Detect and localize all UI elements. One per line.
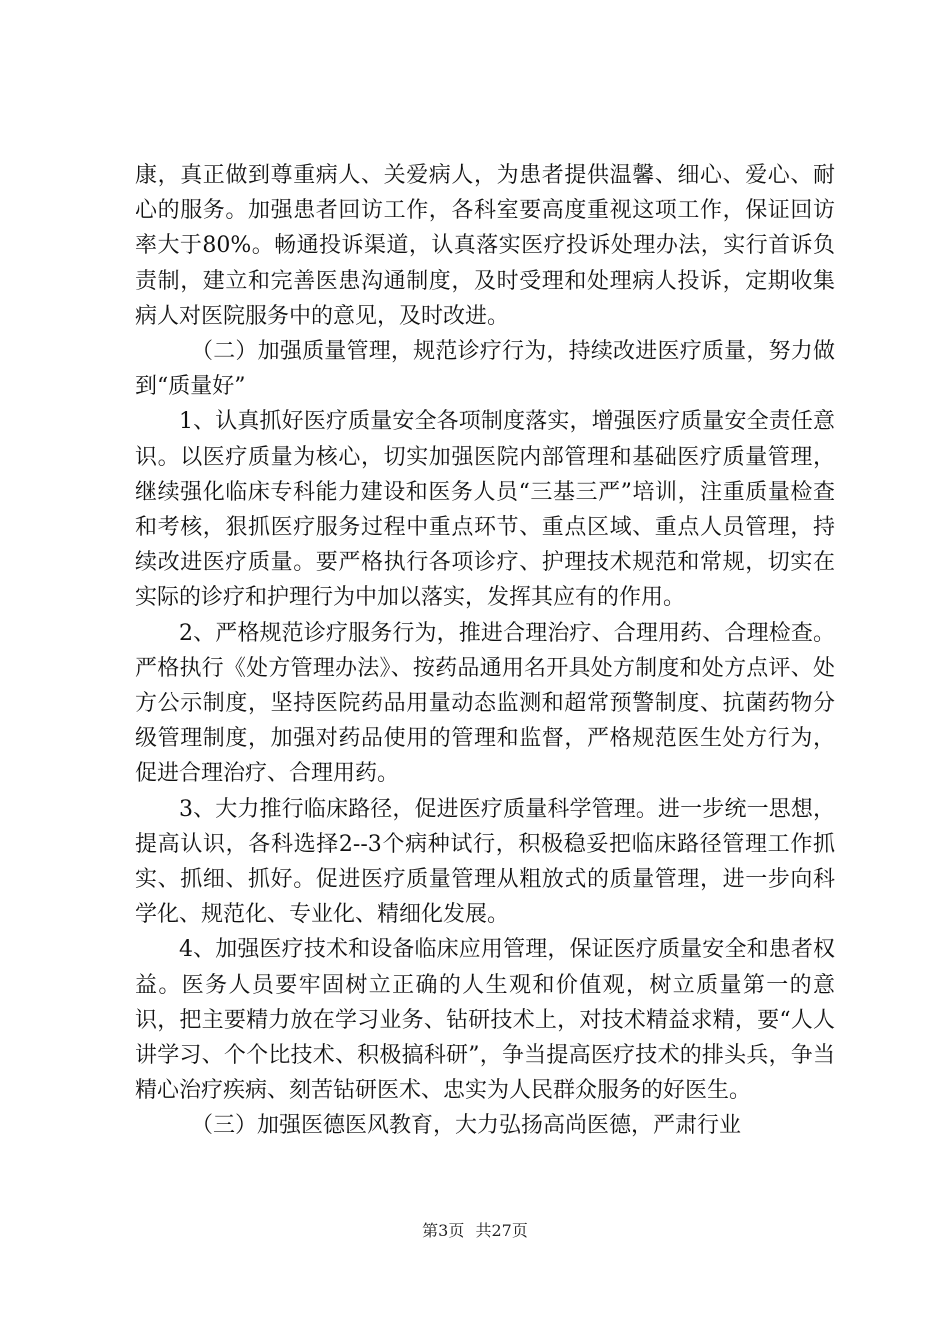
paragraph-item-2: 2、严格规范诊疗服务行为，推进合理治疗、合理用药、合理检查。严格执行《处方管理办法》、按药品通用名开具处方制度和处方点评、处方公示制度，坚持医院药品用量动态监测和超常预警制度、抗菌药物分级管理制度，加强对药品使用的管理和监督，严格规范医生处方行为，促进合理治疗、合理用药。 (135, 620, 835, 787)
page-number: 第3页 (422, 1221, 465, 1240)
paragraph-continuation: 康，真正做到尊重病人、关爱病人，为患者提供温馨、细心、爱心、耐心的服务。加强患者回访工作，各科室要高度重视这项工作，保证回访率大于80%。畅通投诉渠道，认真落实医疗投诉处理办法，实行首诉负责制，建立和完善医患沟通制度，及时受理和处理病人投诉，定期收集病人对医院服务中的意见，及时改进。 (135, 163, 835, 329)
paragraph-item-4: 4、加强医疗技术和设备临床应用管理，保证医疗质量安全和患者权益。医务人员要牢固树立正确的人生观和价值观，树立质量第一的意识，把主要精力放在学习业务、钻研技术上，对技术精益求精，要“人人讲学习、个个比技术、积极搞科研”，争当提高医疗技术的排头兵，争当精心治疗疾病、刻苦钻研医术、忠实为人民群众服务的好医生。 (135, 937, 835, 1104)
page-total: 共27页 (475, 1221, 528, 1240)
page-footer (0, 1218, 950, 1241)
paragraph-item-1: 1、认真抓好医疗质量安全各项制度落实，增强医疗质量安全责任意识。以医疗质量为核心，切实加强医院内部管理和基础医疗质量管理，继续强化临床专科能力建设和医务人员“三基三严”培训，注重质量检查和考核，狠抓医疗服务过程中重点环节、重点区域、重点人员管理，持续改进医疗质量。要严格执行各项诊疗、护理技术规范和常规，切实在实际的诊疗和护理行为中加以落实，发挥其应有的作用。 (135, 409, 835, 611)
document-body (135, 158, 835, 1144)
paragraph-item-3: 3、大力推行临床路径，促进医疗质量科学管理。进一步统一思想，提高认识，各科选择2--3个病种试行，积极稳妥把临床路径管理工作抓实、抓细、抓好。促进医疗质量管理从粗放式的质量管理，进一步向科学化、规范化、专业化、精细化发展。 (135, 796, 835, 928)
section-heading-2: （二）加强质量管理，规范诊疗行为，持续改进医疗质量，努力做到“质量好” (135, 339, 835, 400)
section-heading-3: （三）加强医德医风教育，大力弘扬高尚医德，严肃行业 (191, 1113, 742, 1139)
